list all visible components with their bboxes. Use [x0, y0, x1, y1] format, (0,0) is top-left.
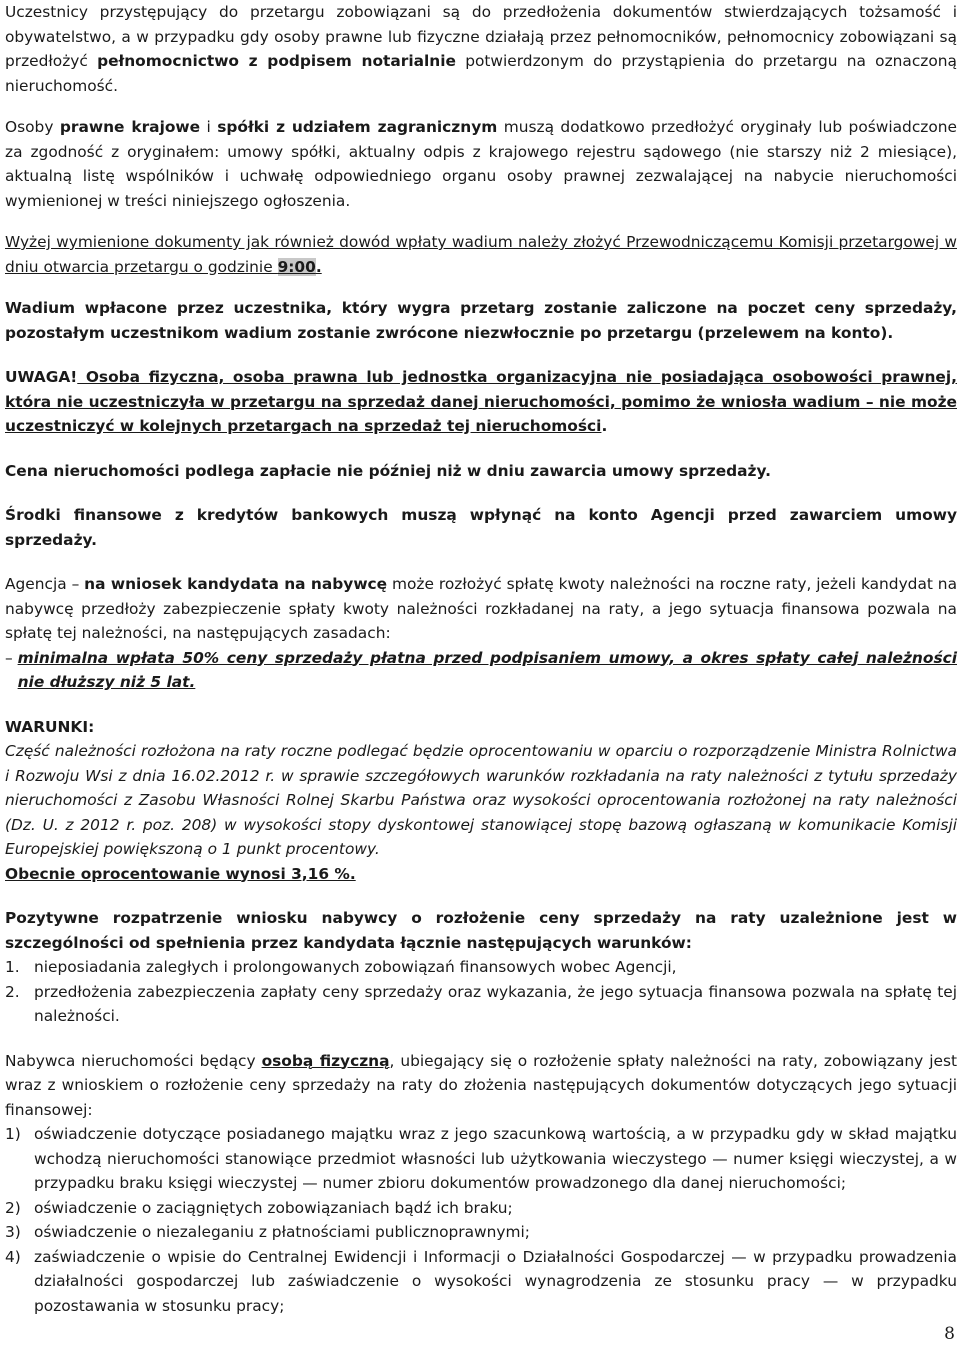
text-bold: pełnomocnictwo z podpisem notarialnie — [97, 52, 456, 70]
list-item: 4) zaświadczenie o wpisie do Centralnej Ewidencji i Informacji o Działalności Gospodarczej — w przypadku prowadzenia działalności gospodarczej lub zaświadczenie o wysokości wynagrodzenia ze stosunku pracy — w przypadku pozostawania w stosunku pracy; — [5, 1247, 957, 1315]
warunki-text: Część należności rozłożona na raty roczne podlegać będzie oprocentowaniu w oparciu o rozporządzenie Ministra Rolnictwa i Rozwoju Wsi z dnia 16.02.2012 r. w sprawie szczegółowych warunków rozkładania na raty należności z tytułu sprzedaży nieruchomości z Zasobu Własności Rolnej Skarbu Państwa oraz wysokości oprocentowania rozłożonej na raty należności (Dz. U. z 2012 r. poz. 208) w wysokości stopy dyskontowej stanowiącej stopę bazową ogłaszaną w komunikacie Komisji Europejskiej powiększoną o 1 punkt procentowy. — [5, 742, 957, 858]
warunki-heading: WARUNKI: — [5, 717, 95, 736]
list-item: 2) oświadczenie o zaciągniętych zobowiązaniach bądź ich braku; — [5, 1198, 513, 1217]
paragraph-bank-funds: Środki finansowe z kredytów bankowych muszą wpłynąć na konto Agencji przed zawarciem umowy sprzedaży. — [5, 506, 957, 549]
paragraph-payment-deadline: Cena nieruchomości podlega zapłacie nie później niż w dniu zawarcia umowy sprzedaży. — [5, 461, 771, 480]
list-item: 1. nieposiadania zaległych i prolongowanych zobowiązań finansowych wobec Agencji, — [5, 958, 677, 976]
installment-rule: – minimalna wpłata 50% ceny sprzedaży płatna przed podpisaniem umowy, a okres spłaty całej należności nie dłuższy niż 5 lat. — [5, 648, 957, 691]
list-item: 3) oświadczenie o niezaleganiu z płatnościami publicznoprawnymi; — [5, 1223, 530, 1241]
paragraph-legal-entities: Osoby prawne krajowe i spółki z udziałem zagranicznym muszą dodatkowo przedłożyć oryginały lub poświadczone za zgodność z oryginałem: umowy spółki, aktualny odpis z krajowego rejestru sądowego (nie starszy niż 2 miesiące), aktualną listę wspólników i uchwałę odpowiedniego organu osoby prawnej zezwalającej na nabycie nieruchomości wymienionej w treści niniejszego ogłoszenia. — [5, 118, 958, 210]
document-page — [5, 0, 957, 1318]
list-item: 2. przedłożenia zabezpieczenia zapłaty ceny sprzedaży oraz wykazania, że jego sytuacja finansowa pozwala na spłatę tej należności. — [5, 982, 957, 1025]
paragraph-warning: UWAGA! Osoba fizyczna, osoba prawna lub jednostka organizacyjna nie posiadająca osobowości prawnej, która nie uczestniczyła w przetargu na sprzedaż danej nieruchomości, pomimo że wniosła wadium – nie może uczestniczyć w kolejnych przetargach na sprzedaż tej nieruchomości. — [5, 368, 957, 435]
documents-list — [5, 1122, 957, 1318]
paragraph-conditions: Pozytywne rozpatrzenie wniosku nabywcy o rozłożenie ceny sprzedaży na raty uzależnione jest w szczególności od spełnienia przez kandydata łącznie następujących warunków: — [5, 909, 957, 952]
submission-time: 9:00 — [277, 257, 316, 276]
text: Uczestnicy przystępujący do przetargu zobowiązani są do przedłożenia dokumentów stwierdzających tożsamość i obywatelstwo, a w przypadku gdy osoby prawne lub fizyczne działają przez pełnomocników, pełnomocnicy zobowiązani są przedłożyć — [5, 3, 957, 70]
text: potwierdzonym do przystąpienia do przetargu na oznaczoną nieruchomość. — [5, 52, 957, 95]
list-item: 1) oświadczenie dotyczące posiadanego majątku wraz z jego szacunkową wartością, a w przypadku gdy w skład majątku wchodzą nieruchomości stanowiące przedmiot własności lub użytkowania wieczystego — numer księgi wieczystej, a w przypadku braku księgi wieczystej — numer zbioru dokumentów prowadzonego dla danej nieruchomości; — [5, 1125, 957, 1192]
paragraph-installments: Agencja – na wniosek kandydata na nabywcę może rozłożyć spłatę kwoty należności na roczne raty, jeżeli kandydat na nabywcę przedłoży zabezpieczenie spłaty kwoty należności rozkładanej na raty, a jego sytuacja finansowa pozwala na spłatę tej należności, na następujących zasadach: — [5, 575, 957, 642]
interest-rate: Obecnie oprocentowanie wynosi 3,16 %. — [5, 864, 356, 883]
warning-label: UWAGA! — [5, 368, 78, 386]
conditions-list — [5, 955, 957, 1029]
paragraph-deposit: Wadium wpłacone przez uczestnika, który wygra przetarg zostanie zaliczone na poczet ceny sprzedaży, pozostałym uczestnikom wadium zostanie zwrócone niezwłocznie po przetargu (przelewem na konto). — [5, 299, 957, 342]
page-number: 8 — [944, 1324, 955, 1344]
paragraph-submission: Wyżej wymienione dokumenty jak również dowód wpłaty wadium należy złożyć Przewodniczącemu Komisji przetargowej w dniu otwarcia przetargu o godzinie 9:00. — [5, 233, 957, 276]
paragraph-identity-documents — [5, 0, 957, 98]
paragraph-natural-person: Nabywca nieruchomości będący osobą fizyczną, ubiegający się o rozłożenie spłaty należności na raty, zobowiązany jest wraz z wnioskiem o rozłożenie ceny sprzedaży na raty do złożenia następujących dokumentów dotyczących jego sytuacji finansowej: — [5, 1051, 957, 1119]
